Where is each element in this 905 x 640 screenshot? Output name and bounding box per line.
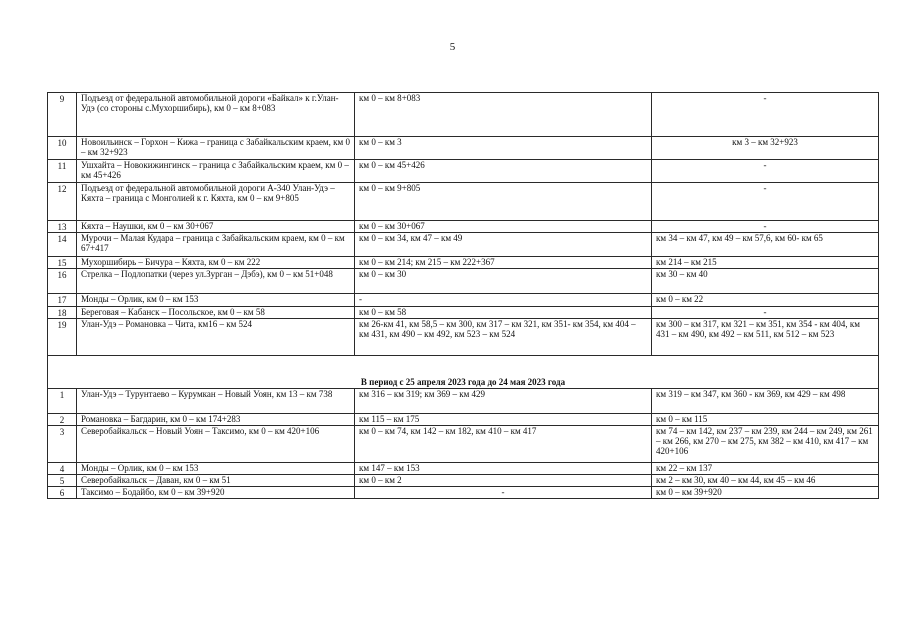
table-body-part1	[48, 93, 879, 356]
road-name: Северобайкальск – Новый Уоян – Таксимо, км 0 – км 420+106	[77, 426, 355, 463]
road-name: Северобайкальск – Даван, км 0 – км 51	[77, 475, 355, 487]
table-row	[48, 137, 879, 160]
road-name: Монды – Орлик, км 0 – км 153	[77, 294, 355, 307]
road-name: Стрелка – Подлопатки (через ул.Зурган – Дэбэ), км 0 – км 51+048	[77, 269, 355, 294]
table-row	[48, 319, 879, 356]
range-second-period: -	[652, 160, 879, 183]
row-number: 18	[48, 307, 77, 319]
range-second-period: км 300 – км 317, км 321 – км 351, км 354 - км 404, км 431 – км 490, км 492 – км 511, км 512 – км 523	[652, 319, 879, 356]
road-name: Кяхта – Наушки, км 0 – км 30+067	[77, 221, 355, 233]
range-second-period: км 74 – км 142, км 237 – км 239, км 244 – км 249, км 261 – км 266, км 270 – км 275, км 382 – км 410, км 417 – км 420+106	[652, 426, 879, 463]
range-first-period: км 0 – км 3	[355, 137, 652, 160]
range-first-period: км 0 – км 8+083	[355, 93, 652, 137]
range-second-period: -	[652, 183, 879, 221]
range-second-period: км 0 – км 115	[652, 414, 879, 426]
range-first-period: км 0 – км 30	[355, 269, 652, 294]
range-first-period: км 316 – км 319; км 369 – км 429	[355, 389, 652, 414]
range-second-period: км 34 – км 47, км 49 – км 57,6, км 60- км 65	[652, 233, 879, 257]
row-number: 10	[48, 137, 77, 160]
range-first-period: км 115 – км 175	[355, 414, 652, 426]
range-first-period: -	[355, 487, 652, 499]
table-row	[48, 183, 879, 221]
table-row	[48, 426, 879, 463]
range-second-period: км 214 – км 215	[652, 257, 879, 269]
range-first-period: км 0 – км 9+805	[355, 183, 652, 221]
row-number: 6	[48, 487, 77, 499]
range-first-period: км 0 – км 214; км 215 – км 222+367	[355, 257, 652, 269]
range-second-period: км 2 – км 30, км 40 – км 44, км 45 – км 46	[652, 475, 879, 487]
table-row	[48, 294, 879, 307]
row-number: 12	[48, 183, 77, 221]
range-second-period: км 22 – км 137	[652, 463, 879, 475]
table-row	[48, 221, 879, 233]
road-name: Подъезд от федеральной автомобильной дороги А-340 Улан-Удэ – Кяхта – граница с Монголией к г. Кяхта, км 0 – км 9+805	[77, 183, 355, 221]
row-number: 15	[48, 257, 77, 269]
range-second-period: -	[652, 307, 879, 319]
row-number: 1	[48, 389, 77, 414]
table-row	[48, 414, 879, 426]
row-number: 5	[48, 475, 77, 487]
range-second-period: -	[652, 221, 879, 233]
row-number: 2	[48, 414, 77, 426]
table-row	[48, 233, 879, 257]
table-row	[48, 487, 879, 499]
range-first-period: км 0 – км 74, км 142 – км 182, км 410 – км 417	[355, 426, 652, 463]
table-body-part2	[48, 389, 879, 499]
row-number: 4	[48, 463, 77, 475]
range-first-period: -	[355, 294, 652, 307]
table-row	[48, 475, 879, 487]
table-row	[48, 257, 879, 269]
range-first-period: км 147 – км 153	[355, 463, 652, 475]
page-number: 5	[449, 41, 456, 53]
section-title: В период с 25 апреля 2023 года до 24 мая 2023 года	[48, 356, 879, 389]
table-row	[48, 463, 879, 475]
row-number: 11	[48, 160, 77, 183]
range-first-period: км 0 – км 30+067	[355, 221, 652, 233]
table-row	[48, 389, 879, 414]
road-name: Новоильинск – Горхон – Кижа – граница с Забайкальским краем, км 0 – км 32+923	[77, 137, 355, 160]
road-name: Мухоршибирь – Бичура – Кяхта, км 0 – км 222	[77, 257, 355, 269]
road-name: Ушхайта – Новокижингинск – граница с Забайкальским краем, км 0 – км 45+426	[77, 160, 355, 183]
range-second-period: км 0 – км 22	[652, 294, 879, 307]
row-number: 19	[48, 319, 77, 356]
road-name: Береговая – Кабанск – Посольское, км 0 – км 58	[77, 307, 355, 319]
range-first-period: км 0 – км 45+426	[355, 160, 652, 183]
road-name: Улан-Удэ – Романовка – Чита, км16 – км 524	[77, 319, 355, 356]
range-second-period: км 0 – км 39+920	[652, 487, 879, 499]
road-name: Мурочи – Малая Кудара – граница с Забайкальским краем, км 0 – км 67+417	[77, 233, 355, 257]
table-row	[48, 160, 879, 183]
section-header	[48, 356, 879, 389]
range-second-period: км 30 – км 40	[652, 269, 879, 294]
row-number: 16	[48, 269, 77, 294]
road-name: Таксимо – Бодайбо, км 0 – км 39+920	[77, 487, 355, 499]
row-number: 9	[48, 93, 77, 137]
range-second-period: км 3 – км 32+923	[652, 137, 879, 160]
road-name: Улан-Удэ – Турунтаево – Курумкан – Новый Уоян, км 13 – км 738	[77, 389, 355, 414]
table-row	[48, 269, 879, 294]
row-number: 17	[48, 294, 77, 307]
row-number: 13	[48, 221, 77, 233]
range-first-period: км 26-км 41, км 58,5 – км 300, км 317 – км 321, км 351- км 354, км 404 – км 431, км 490 – км 492, км 523 – км 524	[355, 319, 652, 356]
roads-table	[47, 92, 879, 499]
range-first-period: км 0 – км 58	[355, 307, 652, 319]
road-name: Монды – Орлик, км 0 – км 153	[77, 463, 355, 475]
road-name: Романовка – Багдарин, км 0 – км 174+283	[77, 414, 355, 426]
road-name: Подъезд от федеральной автомобильной дороги «Байкал» к г.Улан-Удэ (со стороны с.Мухоршибирь), км 0 – км 8+083	[77, 93, 355, 137]
table-row	[48, 307, 879, 319]
range-second-period: -	[652, 93, 879, 137]
row-number: 14	[48, 233, 77, 257]
range-first-period: км 0 – км 2	[355, 475, 652, 487]
range-second-period: км 319 – км 347, км 360 - км 369, км 429 – км 498	[652, 389, 879, 414]
range-first-period: км 0 – км 34, км 47 – км 49	[355, 233, 652, 257]
row-number: 3	[48, 426, 77, 463]
table-row	[48, 93, 879, 137]
